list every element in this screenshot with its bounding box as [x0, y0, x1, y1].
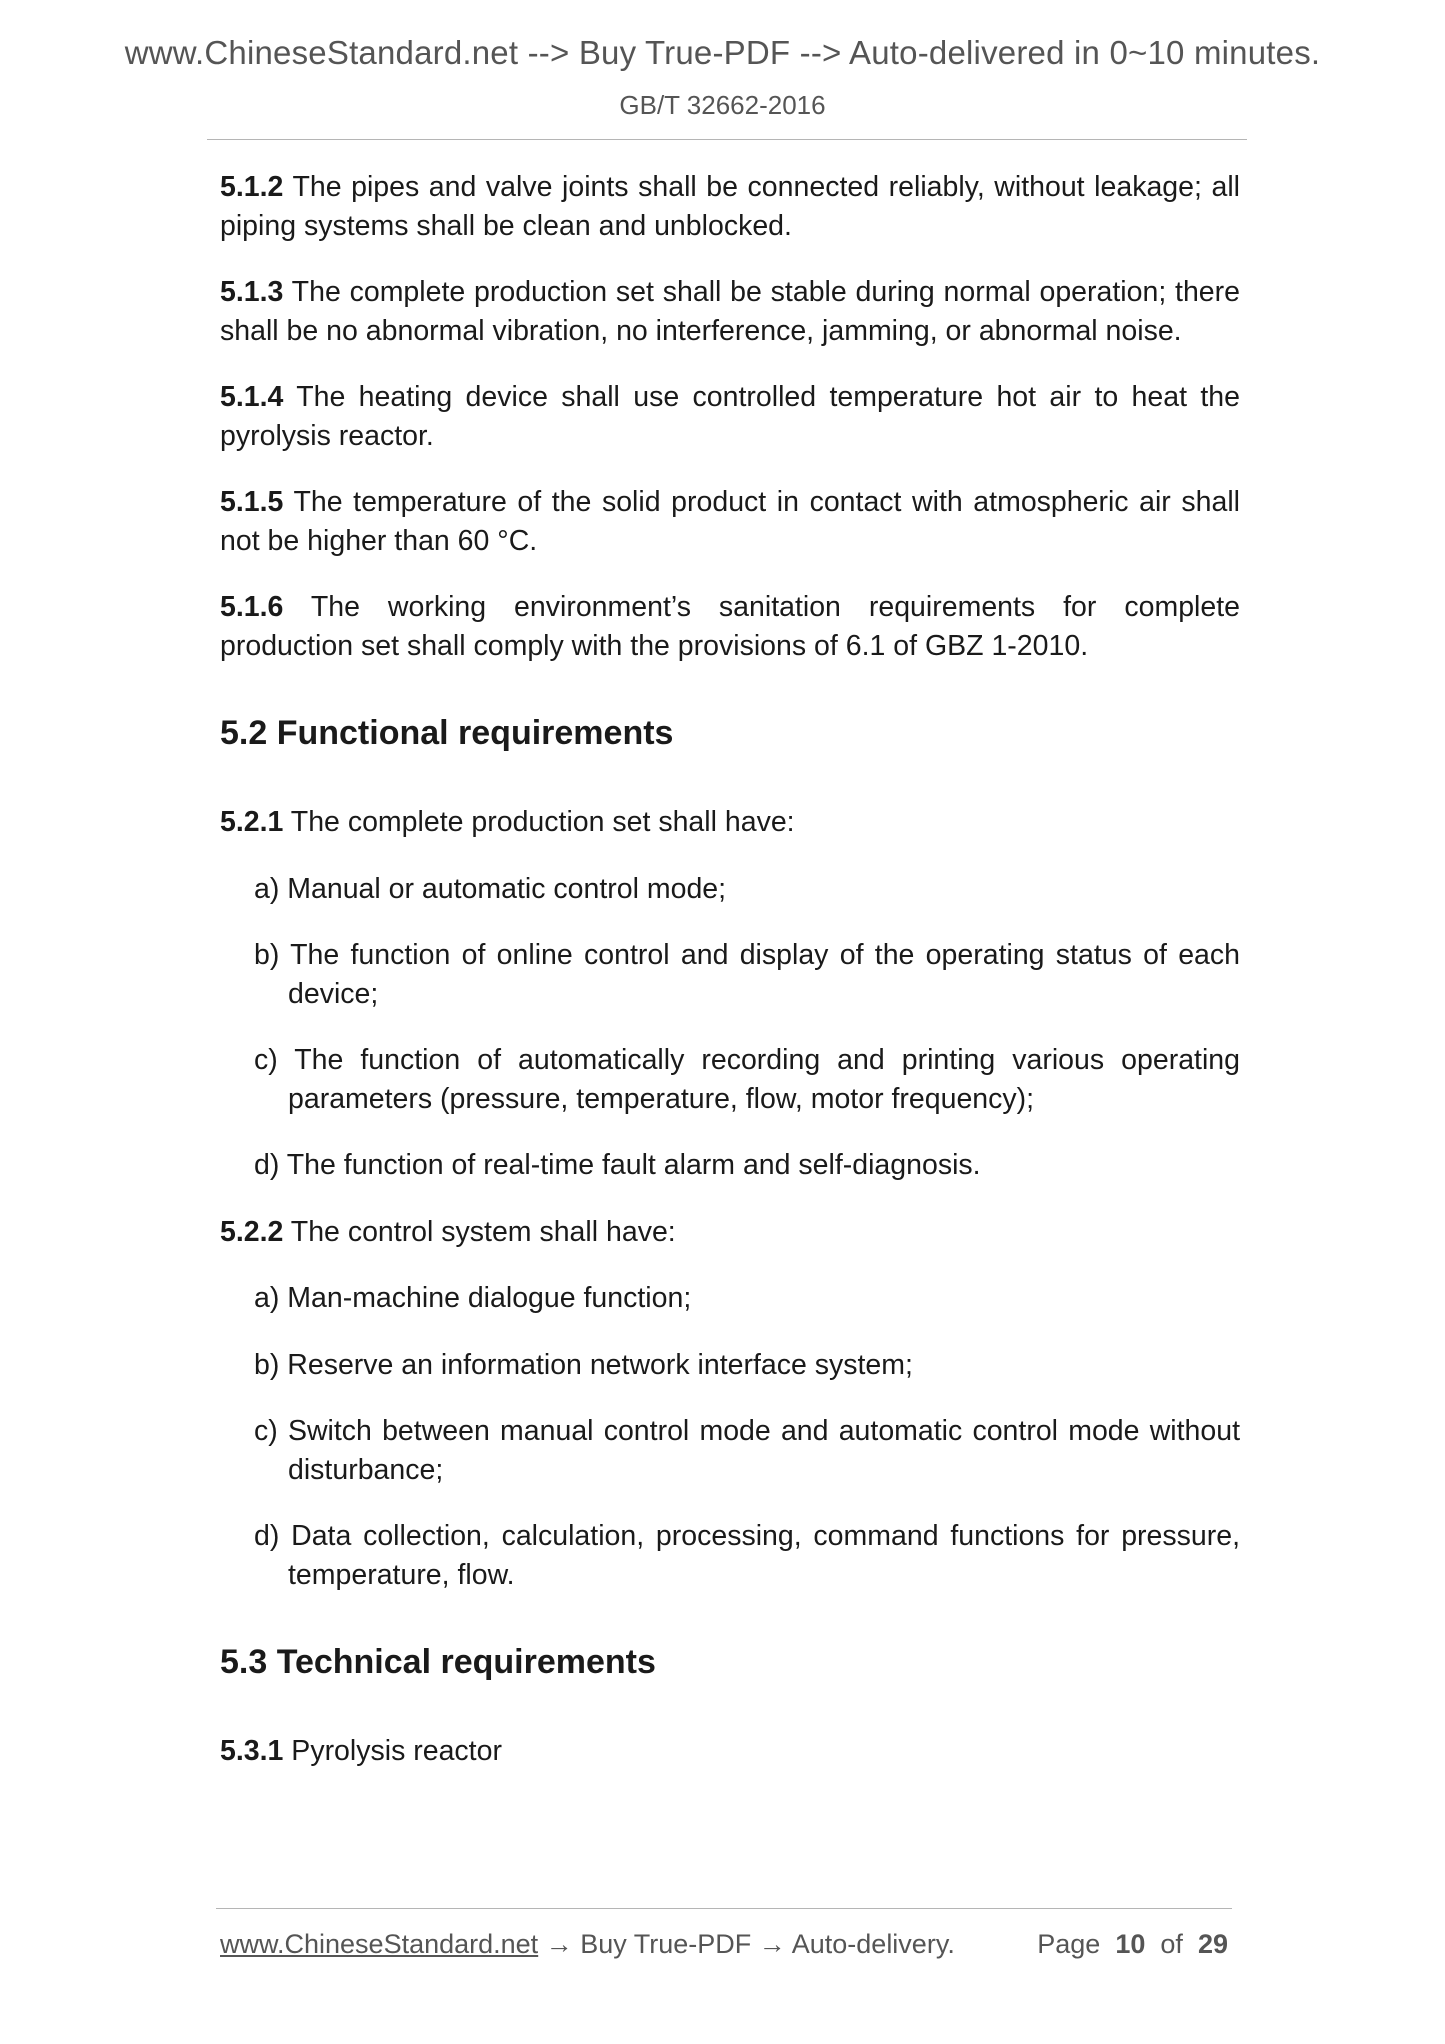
clause-number: 5.1.3 — [220, 276, 284, 308]
clause-text: The heating device shall use controlled temperature hot air to heat the pyrolysis reactor. — [220, 381, 1240, 452]
section-heading-5-2: 5.2 Functional requirements — [220, 714, 674, 752]
footer-promo — [220, 1929, 955, 1960]
footer-divider — [216, 1908, 1232, 1909]
clause-number: 5.2.1 — [220, 806, 284, 838]
clause-5-1-2 — [220, 168, 1240, 245]
clause-5-2-1 — [220, 803, 1240, 842]
list-item: d) The function of real-time fault alarm and self-diagnosis. — [254, 1149, 981, 1181]
clause-5-1-3 — [220, 273, 1240, 350]
of-label: of — [1160, 1929, 1183, 1959]
clause-text: The control system shall have: — [283, 1215, 676, 1248]
clause-number: 5.1.5 — [220, 486, 284, 518]
clause-5-1-6 — [220, 588, 1240, 665]
clause-5-3-1 — [220, 1732, 1240, 1771]
clause-text: Pyrolysis reactor — [283, 1735, 502, 1767]
clause-text: The complete production set shall be stable during normal operation; there shall be no abnormal vibration, no interference, jamming, or abnormal noise. — [220, 276, 1240, 347]
header-divider — [207, 139, 1247, 140]
clause-5-1-4 — [220, 378, 1240, 455]
clause-number: 5.1.6 — [220, 591, 284, 623]
clause-number: 5.1.2 — [220, 171, 284, 203]
clause-text: The temperature of the solid product in contact with atmospheric air shall not be higher than 60 °C. — [220, 486, 1240, 557]
clause-number: 5.1.4 — [220, 381, 284, 413]
document-code: GB/T 32662-2016 — [619, 90, 826, 120]
clause-text: The pipes and valve joints shall be connected reliably, without leakage; all piping systems shall be clean and unblocked. — [220, 171, 1240, 242]
page-indicator — [1037, 1929, 1228, 1960]
top-banner: www.ChineseStandard.net --> Buy True-PDF --> Auto-delivered in 0~10 minutes. — [124, 34, 1321, 71]
list-item: c) The function of automatically recording and printing various operating parameters (pressure, temperature, flow, motor frequency); — [254, 1044, 1240, 1115]
list-item: c) Switch between manual control mode and automatic control mode without disturbance; — [254, 1415, 1240, 1486]
footer-promo-text: → Buy True-PDF → Auto-delivery. — [538, 1929, 955, 1959]
current-page-number: 10 — [1115, 1929, 1146, 1959]
page-label: Page — [1037, 1929, 1101, 1959]
list-item: a) Man-machine dialogue function; — [254, 1282, 692, 1314]
clause-5-2-2 — [220, 1213, 1240, 1252]
clause-number: 5.2.2 — [220, 1215, 284, 1248]
list-item: b) The function of online control and display of the operating status of each device; — [254, 939, 1240, 1010]
clause-number: 5.3.1 — [220, 1735, 284, 1767]
website-link[interactable]: www.ChineseStandard.net — [220, 1929, 539, 1959]
clause-text: The complete production set shall have: — [283, 806, 795, 838]
section-heading-5-3: 5.3 Technical requirements — [220, 1643, 656, 1681]
list-item: b) Reserve an information network interface system; — [254, 1348, 913, 1381]
total-pages: 29 — [1197, 1929, 1228, 1959]
list-item: d) Data collection, calculation, processing, command functions for pressure, temperature, flow. — [254, 1520, 1240, 1591]
clause-5-1-5 — [220, 483, 1240, 560]
document-body — [220, 168, 1240, 1799]
clause-text: The working environment’s sanitation requirements for complete production set shall comply with the provisions of 6.1 of GBZ 1-2010. — [220, 591, 1240, 662]
list-item: a) Manual or automatic control mode; — [254, 872, 727, 905]
